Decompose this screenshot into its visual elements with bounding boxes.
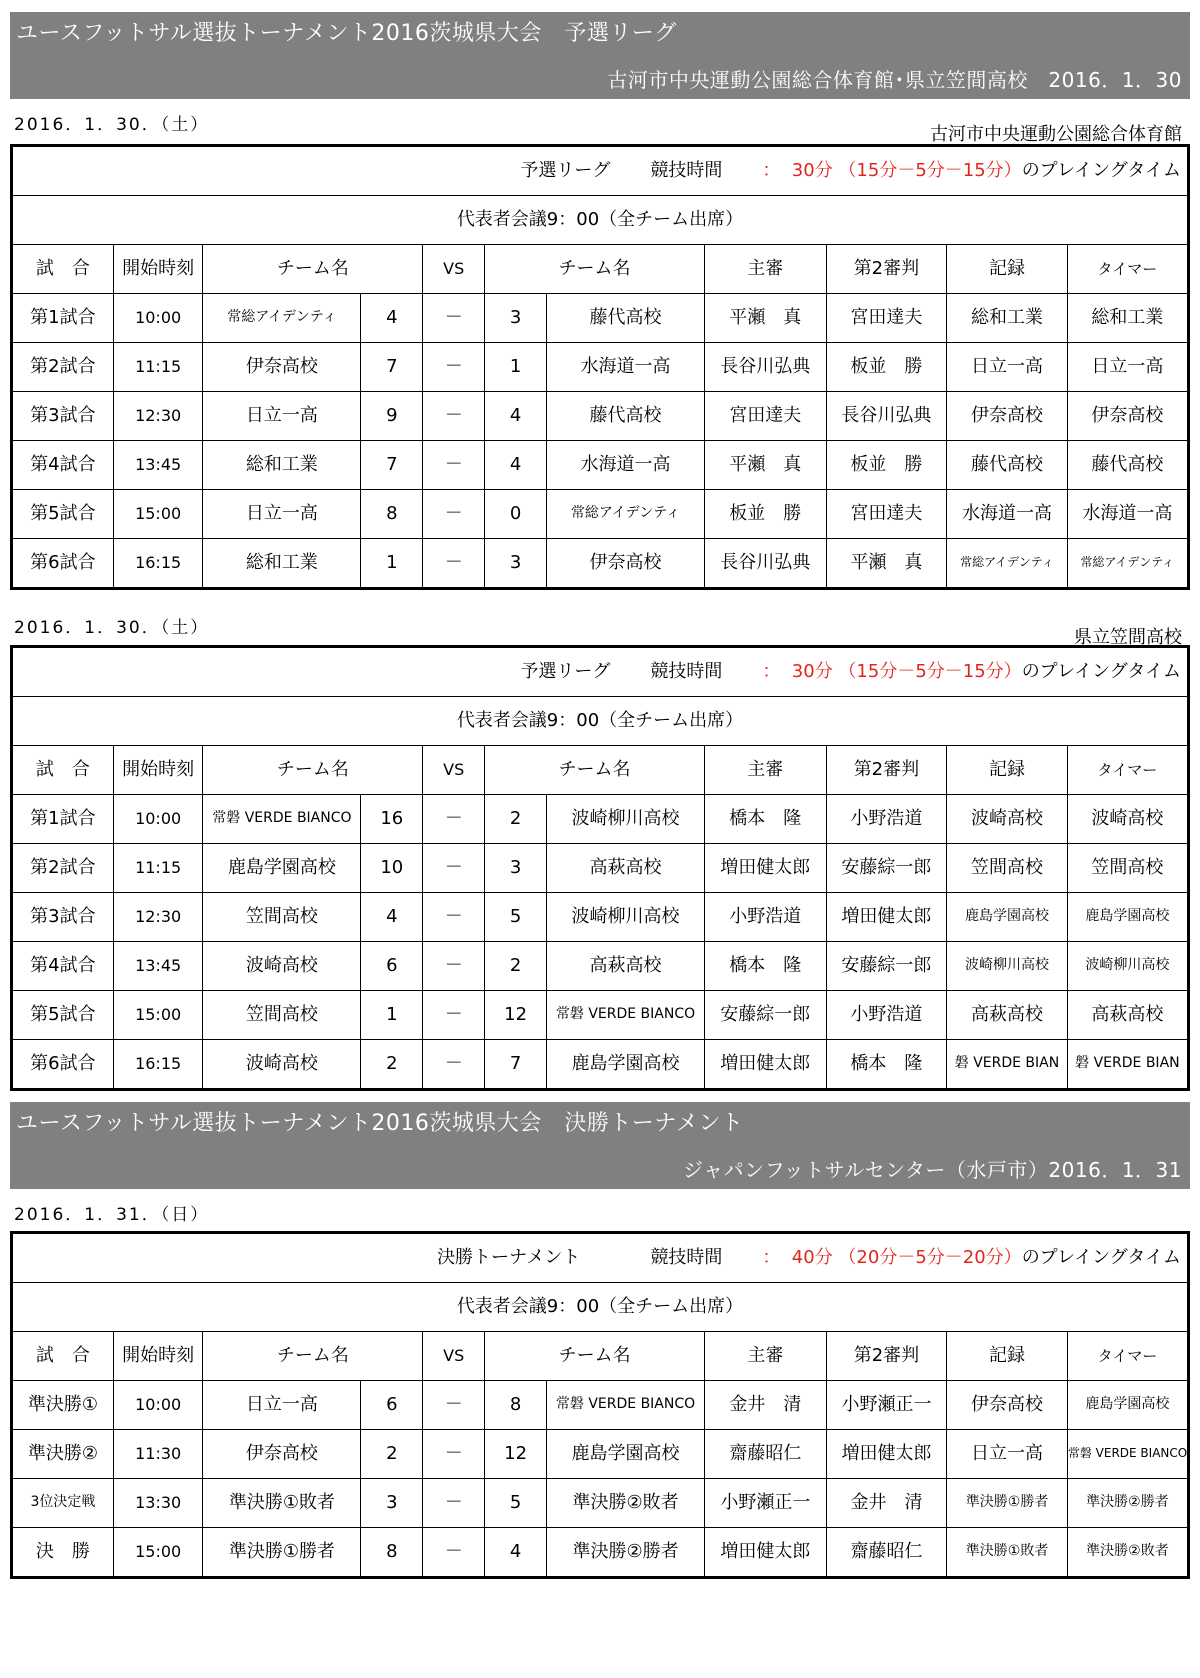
timer-cell: 笠間高校: [1067, 844, 1187, 893]
record-cell: 日立一高: [947, 1430, 1068, 1479]
venue2-name: 県立笠間高校: [1074, 627, 1182, 648]
vs-dash-cell: －: [423, 343, 485, 392]
score-b-cell: 4: [485, 392, 547, 441]
venue2-header-row: [13, 746, 1187, 795]
record-cell: 準決勝①敗者: [947, 1528, 1068, 1577]
timer-cell: 伊奈高校: [1067, 392, 1187, 441]
team-a-cell: 常総アイデンティ: [203, 294, 361, 343]
referee-cell: 増田健太郎: [705, 1528, 827, 1577]
header-referee: 主審: [705, 1332, 827, 1381]
vs-dash-cell: －: [423, 991, 485, 1040]
header-match: 試 合: [13, 746, 113, 795]
record-cell: 伊奈高校: [947, 392, 1068, 441]
referee2-cell: 小野浩道: [826, 991, 947, 1040]
score-a-cell: 8: [361, 1528, 423, 1577]
start-time-cell: 12:30: [113, 392, 203, 441]
match-cell: 第4試合: [13, 942, 113, 991]
referee-cell: 板並 勝: [704, 490, 826, 539]
score-a-cell: 6: [361, 1381, 423, 1430]
record-cell: 波崎柳川高校: [947, 942, 1068, 991]
score-a-cell: 4: [361, 294, 423, 343]
score-a-cell: 10: [361, 844, 423, 893]
timer-cell: 準決勝②勝者: [1067, 1479, 1187, 1528]
final-info-row: [13, 1234, 1187, 1283]
prelim-banner: [10, 12, 1190, 99]
score-b-cell: 8: [485, 1381, 547, 1430]
team-a-cell: 鹿島学園高校: [203, 844, 361, 893]
info-label: 予選リーグ: [520, 160, 611, 182]
referee-cell: 増田健太郎: [704, 1040, 826, 1089]
score-b-cell: 12: [485, 991, 547, 1040]
match-cell: 第3試合: [13, 893, 113, 942]
timer-cell: 鹿島学園高校: [1067, 1381, 1187, 1430]
score-a-cell: 7: [361, 343, 423, 392]
referee2-cell: 板並 勝: [826, 441, 947, 490]
match-row: [13, 1040, 1187, 1089]
info-colon: ：: [762, 661, 781, 683]
score-a-cell: 9: [361, 392, 423, 441]
header-match: 試 合: [13, 245, 113, 294]
vs-dash-cell: －: [423, 1479, 485, 1528]
header-team-b: チーム名: [485, 245, 705, 294]
referee2-cell: 宮田達夫: [826, 490, 947, 539]
record-cell: 鹿島学園高校: [947, 893, 1068, 942]
header-record: 記録: [947, 245, 1068, 294]
match-row: [13, 893, 1187, 942]
info-suffix: のプレイングタイム: [1021, 661, 1181, 683]
start-time-cell: 11:15: [113, 343, 203, 392]
final-header-row: [13, 1332, 1187, 1381]
team-b-cell: 藤代高校: [547, 294, 705, 343]
header-match: 試 合: [13, 1332, 113, 1381]
score-a-cell: 2: [361, 1430, 423, 1479]
start-time-cell: 15:00: [113, 991, 203, 1040]
team-b-cell: 高萩高校: [547, 844, 705, 893]
team-a-cell: 日立一高: [203, 1381, 361, 1430]
score-a-cell: 16: [361, 795, 423, 844]
start-time-cell: 11:30: [113, 1430, 203, 1479]
match-cell: 決 勝: [13, 1528, 113, 1577]
referee-cell: 長谷川弘典: [704, 539, 826, 588]
referee2-cell: 平瀬 真: [826, 539, 947, 588]
final-date: 2016．1．31．（日）: [14, 1205, 210, 1225]
referee2-cell: 金井 清: [826, 1479, 947, 1528]
timer-cell: 水海道一高: [1067, 490, 1187, 539]
timer-cell: 鹿島学園高校: [1067, 893, 1187, 942]
team-a-cell: 総和工業: [203, 441, 361, 490]
info-time-label: 競技時間: [650, 160, 723, 182]
referee-cell: 平瀬 真: [704, 294, 826, 343]
match-cell: 第1試合: [13, 294, 113, 343]
referee-cell: 小野浩道: [704, 893, 826, 942]
timer-cell: 藤代高校: [1067, 441, 1187, 490]
team-b-cell: 水海道一高: [547, 441, 705, 490]
team-a-cell: 笠間高校: [203, 991, 361, 1040]
record-cell: 水海道一高: [947, 490, 1068, 539]
header-vs: VS: [423, 245, 485, 294]
info-time: 30分 （15分－5分－15分）: [791, 160, 1022, 182]
record-cell: 波崎高校: [947, 795, 1068, 844]
header-team-a: チーム名: [203, 1332, 423, 1381]
start-time-cell: 11:15: [113, 844, 203, 893]
referee2-cell: 橋本 隆: [826, 1040, 947, 1089]
referee2-cell: 安藤綜一郎: [826, 942, 947, 991]
vs-dash-cell: －: [423, 844, 485, 893]
match-row: [13, 844, 1187, 893]
score-a-cell: 2: [361, 1040, 423, 1089]
match-row: [13, 1430, 1187, 1479]
referee2-cell: 小野瀬正一: [826, 1381, 947, 1430]
vs-dash-cell: －: [423, 294, 485, 343]
match-cell: 第5試合: [13, 991, 113, 1040]
vs-dash-cell: －: [423, 1528, 485, 1577]
timer-cell: 波崎柳川高校: [1067, 942, 1187, 991]
match-row: [13, 1528, 1187, 1577]
header-record: 記録: [947, 746, 1068, 795]
referee-cell: 橋本 隆: [704, 942, 826, 991]
score-b-cell: 3: [485, 539, 547, 588]
vs-dash-cell: －: [423, 795, 485, 844]
header-team-b: チーム名: [485, 1332, 705, 1381]
start-time-cell: 15:00: [113, 1528, 203, 1577]
record-cell: 藤代高校: [947, 441, 1068, 490]
header-team-a: チーム名: [203, 746, 423, 795]
info-suffix: のプレイングタイム: [1021, 1247, 1181, 1269]
header-record: 記録: [947, 1332, 1068, 1381]
team-a-cell: 波崎高校: [203, 942, 361, 991]
team-b-cell: 水海道一高: [547, 343, 705, 392]
final-schedule-table: [10, 1231, 1190, 1579]
team-a-cell: 準決勝①敗者: [203, 1479, 361, 1528]
match-row: [13, 441, 1187, 490]
venue2-date: 2016．1．30．（土）: [14, 618, 210, 638]
start-time-cell: 13:30: [113, 1479, 203, 1528]
venue2-schedule-table: [10, 645, 1190, 1091]
header-referee2: 第2審判: [826, 1332, 947, 1381]
team-b-cell: 高萩高校: [547, 942, 705, 991]
match-cell: 準決勝②: [13, 1430, 113, 1479]
score-b-cell: 2: [485, 795, 547, 844]
info-time-label: 競技時間: [650, 661, 723, 683]
referee2-cell: 安藤綜一郎: [826, 844, 947, 893]
record-cell: 高萩高校: [947, 991, 1068, 1040]
referee2-cell: 宮田達夫: [826, 294, 947, 343]
record-cell: 伊奈高校: [947, 1381, 1068, 1430]
timer-cell: 常磐 VERDE BIANCO: [1067, 1430, 1187, 1479]
team-a-cell: 準決勝①勝者: [203, 1528, 361, 1577]
team-b-cell: 鹿島学園高校: [547, 1430, 705, 1479]
start-time-cell: 13:45: [113, 441, 203, 490]
vs-dash-cell: －: [423, 1040, 485, 1089]
match-cell: 第5試合: [13, 490, 113, 539]
match-cell: 準決勝①: [13, 1381, 113, 1430]
match-cell: 第2試合: [13, 844, 113, 893]
score-b-cell: 4: [485, 441, 547, 490]
header-timer: タイマー: [1067, 245, 1187, 294]
vs-dash-cell: －: [423, 942, 485, 991]
referee-cell: 増田健太郎: [704, 844, 826, 893]
referee2-cell: 小野浩道: [826, 795, 947, 844]
referee2-cell: 長谷川弘典: [826, 392, 947, 441]
header-time: 開始時刻: [113, 245, 203, 294]
header-timer: タイマー: [1067, 1332, 1187, 1381]
venue1-date: 2016．1．30．（土）: [14, 115, 210, 135]
start-time-cell: 13:45: [113, 942, 203, 991]
score-a-cell: 7: [361, 441, 423, 490]
header-timer: タイマー: [1067, 746, 1187, 795]
final-banner-subtitle: ジャパンフットサルセンター（水戸市）2016．1．31: [683, 1158, 1182, 1182]
referee-cell: 金井 清: [705, 1381, 827, 1430]
final-meeting: 代表者会議9：00（全チーム出席）: [13, 1283, 1187, 1332]
venue1-schedule-table: [10, 144, 1190, 590]
team-a-cell: 常磐 VERDE BIANCO: [203, 795, 361, 844]
score-a-cell: 1: [361, 991, 423, 1040]
record-cell: 日立一高: [947, 343, 1068, 392]
team-a-cell: 日立一高: [203, 392, 361, 441]
final-banner-title: ユースフットサル選抜トーナメント2016茨城県大会 決勝トーナメント: [16, 1111, 744, 1136]
match-row: [13, 490, 1187, 539]
referee-cell: 宮田達夫: [704, 392, 826, 441]
match-cell: 第3試合: [13, 392, 113, 441]
score-a-cell: 6: [361, 942, 423, 991]
start-time-cell: 10:00: [113, 795, 203, 844]
match-cell: 3位決定戦: [13, 1479, 113, 1528]
score-a-cell: 3: [361, 1479, 423, 1528]
referee2-cell: 増田健太郎: [826, 1430, 947, 1479]
header-referee2: 第2審判: [826, 245, 947, 294]
score-b-cell: 0: [485, 490, 547, 539]
header-time: 開始時刻: [113, 746, 203, 795]
team-a-cell: 日立一高: [203, 490, 361, 539]
info-suffix: のプレイングタイム: [1021, 160, 1181, 182]
team-b-cell: 波崎柳川高校: [547, 795, 705, 844]
info-label: 決勝トーナメント: [437, 1247, 581, 1269]
info-time: 40分 （20分－5分－20分）: [791, 1247, 1022, 1269]
team-b-cell: 鹿島学園高校: [547, 1040, 705, 1089]
referee-cell: 齋藤昭仁: [705, 1430, 827, 1479]
start-time-cell: 16:15: [113, 1040, 203, 1089]
score-a-cell: 8: [361, 490, 423, 539]
referee-cell: 安藤綜一郎: [704, 991, 826, 1040]
prelim-banner-subtitle: 古河市中央運動公園総合体育館･県立笠間高校 2016．1．30: [607, 68, 1182, 92]
match-row: [13, 294, 1187, 343]
vs-dash-cell: －: [423, 1430, 485, 1479]
match-cell: 第6試合: [13, 539, 113, 588]
header-vs: VS: [423, 1332, 485, 1381]
match-cell: 第6試合: [13, 1040, 113, 1089]
prelim-banner-title: ユースフットサル選抜トーナメント2016茨城県大会 予選リーグ: [16, 21, 677, 46]
score-b-cell: 3: [485, 844, 547, 893]
score-b-cell: 12: [485, 1430, 547, 1479]
info-time: 30分 （15分－5分－15分）: [791, 661, 1022, 683]
info-label: 予選リーグ: [520, 661, 611, 683]
timer-cell: 準決勝②敗者: [1067, 1528, 1187, 1577]
score-b-cell: 1: [485, 343, 547, 392]
score-b-cell: 5: [485, 1479, 547, 1528]
team-a-cell: 笠間高校: [203, 893, 361, 942]
match-row: [13, 1479, 1187, 1528]
referee-cell: 長谷川弘典: [704, 343, 826, 392]
team-b-cell: 準決勝②敗者: [547, 1479, 705, 1528]
start-time-cell: 10:00: [113, 294, 203, 343]
header-team-a: チーム名: [203, 245, 423, 294]
team-b-cell: 伊奈高校: [547, 539, 705, 588]
referee2-cell: 増田健太郎: [826, 893, 947, 942]
venue2-info-row: [13, 648, 1187, 697]
info-colon: ：: [762, 1247, 781, 1269]
timer-cell: 日立一高: [1067, 343, 1187, 392]
team-a-cell: 総和工業: [203, 539, 361, 588]
vs-dash-cell: －: [423, 539, 485, 588]
venue1-meeting: 代表者会議9：00（全チーム出席）: [13, 196, 1187, 245]
team-b-cell: 準決勝②勝者: [547, 1528, 705, 1577]
match-row: [13, 942, 1187, 991]
start-time-cell: 12:30: [113, 893, 203, 942]
referee-cell: 橋本 隆: [704, 795, 826, 844]
vs-dash-cell: －: [423, 392, 485, 441]
start-time-cell: 16:15: [113, 539, 203, 588]
team-b-cell: 常総アイデンティ: [547, 490, 705, 539]
referee2-cell: 板並 勝: [826, 343, 947, 392]
match-row: [13, 1381, 1187, 1430]
score-b-cell: 7: [485, 1040, 547, 1089]
match-row: [13, 991, 1187, 1040]
score-b-cell: 5: [485, 893, 547, 942]
score-a-cell: 1: [361, 539, 423, 588]
score-b-cell: 2: [485, 942, 547, 991]
referee-cell: 平瀬 真: [704, 441, 826, 490]
vs-dash-cell: －: [423, 490, 485, 539]
venue2-meeting: 代表者会議9：00（全チーム出席）: [13, 697, 1187, 746]
vs-dash-cell: －: [423, 1381, 485, 1430]
match-cell: 第1試合: [13, 795, 113, 844]
timer-cell: 波崎高校: [1067, 795, 1187, 844]
info-time-label: 競技時間: [650, 1247, 723, 1269]
team-a-cell: 伊奈高校: [203, 1430, 361, 1479]
final-banner: [10, 1102, 1190, 1189]
header-time: 開始時刻: [113, 1332, 203, 1381]
header-referee: 主審: [704, 746, 826, 795]
record-cell: 磐 VERDE BIAN: [947, 1040, 1068, 1089]
team-b-cell: 波崎柳川高校: [547, 893, 705, 942]
referee-cell: 小野瀬正一: [705, 1479, 827, 1528]
header-referee2: 第2審判: [826, 746, 947, 795]
timer-cell: 磐 VERDE BIAN: [1067, 1040, 1187, 1089]
venue1-name: 古河市中央運動公園総合体育館: [930, 124, 1182, 145]
header-referee: 主審: [704, 245, 826, 294]
match-row: [13, 392, 1187, 441]
record-cell: 笠間高校: [947, 844, 1068, 893]
match-row: [13, 795, 1187, 844]
start-time-cell: 15:00: [113, 490, 203, 539]
timer-cell: 常総アイデンティ: [1067, 539, 1187, 588]
start-time-cell: 10:00: [113, 1381, 203, 1430]
team-b-cell: 常磐 VERDE BIANCO: [547, 1381, 705, 1430]
match-row: [13, 539, 1187, 588]
record-cell: 準決勝①勝者: [947, 1479, 1068, 1528]
timer-cell: 高萩高校: [1067, 991, 1187, 1040]
match-row: [13, 343, 1187, 392]
record-cell: 常総アイデンティ: [947, 539, 1068, 588]
team-b-cell: 常磐 VERDE BIANCO: [547, 991, 705, 1040]
timer-cell: 総和工業: [1067, 294, 1187, 343]
vs-dash-cell: －: [423, 893, 485, 942]
venue1-info-row: [13, 147, 1187, 196]
record-cell: 総和工業: [947, 294, 1068, 343]
score-b-cell: 4: [485, 1528, 547, 1577]
referee2-cell: 齋藤昭仁: [826, 1528, 947, 1577]
match-cell: 第4試合: [13, 441, 113, 490]
vs-dash-cell: －: [423, 441, 485, 490]
header-team-b: チーム名: [485, 746, 705, 795]
team-a-cell: 伊奈高校: [203, 343, 361, 392]
team-b-cell: 藤代高校: [547, 392, 705, 441]
score-b-cell: 3: [485, 294, 547, 343]
info-colon: ：: [762, 160, 781, 182]
header-vs: VS: [423, 746, 485, 795]
team-a-cell: 波崎高校: [203, 1040, 361, 1089]
match-cell: 第2試合: [13, 343, 113, 392]
score-a-cell: 4: [361, 893, 423, 942]
venue1-header-row: [13, 245, 1187, 294]
